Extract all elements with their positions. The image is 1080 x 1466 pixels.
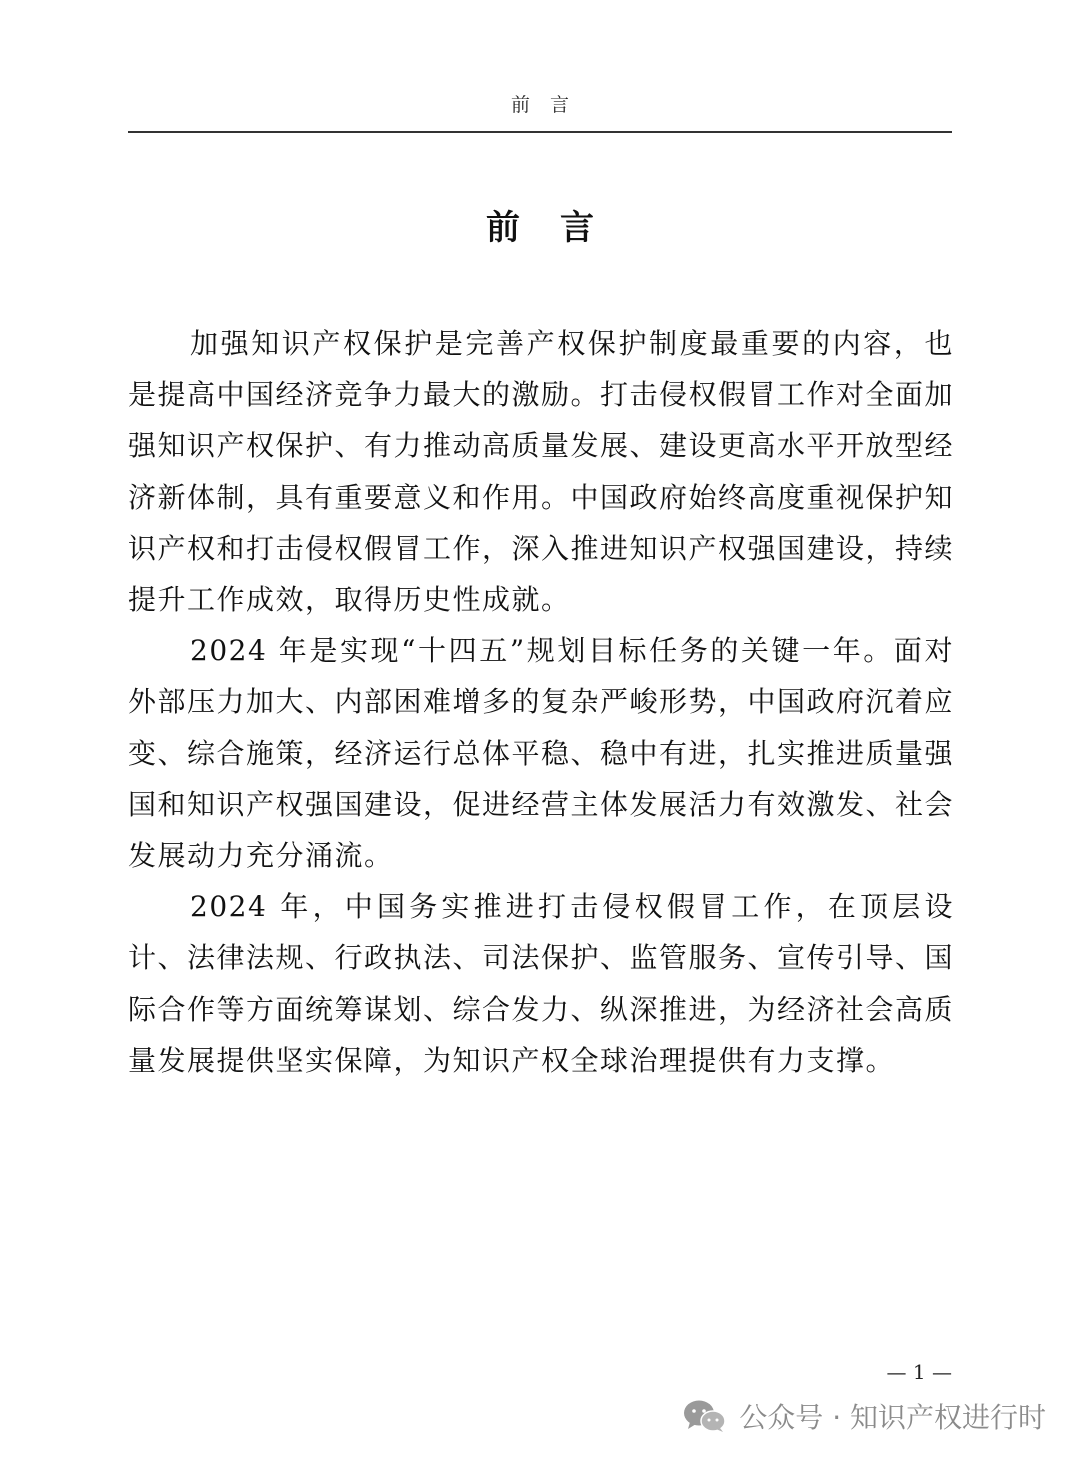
- wechat-icon: [683, 1399, 727, 1433]
- watermark: [683, 1396, 1046, 1436]
- document-title: 前言: [486, 208, 634, 248]
- running-header: 前言: [510, 94, 589, 116]
- document-body: [128, 318, 954, 1086]
- page-number: — 1 —: [886, 1360, 952, 1384]
- paragraph-2: 2024 年是实现“十四五”规划目标任务的关键一年。面对外部压力加大、内部困难增多的复杂严峻形势，中国政府沉着应变、综合施策，经济运行总体平稳、稳中有进，扎实推进质量强国和知识产权强国建设，促进经营主体发展活力有效激发、社会发展动力充分涌流。: [128, 634, 955, 873]
- watermark-text: 公众号 · 知识产权进行时: [739, 1401, 1046, 1434]
- paragraph-3: 2024 年，中国务实推进打击侵权假冒工作，在顶层设计、法律法规、行政执法、司法保护、监管服务、宣传引导、国际合作等方面统筹谋划、综合发力、纵深推进，为经济社会高质量发展提供坚实保障，为知识产权全球治理提供有力支撑。: [128, 890, 955, 1077]
- header-divider: [128, 131, 952, 133]
- paragraph-1: 加强知识产权保护是完善产权保护制度最重要的内容，也是提高中国经济竞争力最大的激励。打击侵权假冒工作对全面加强知识产权保护、有力推动高质量发展、建设更高水平开放型经济新体制，具有重要意义和作用。中国政府始终高度重视保护知识产权和打击侵权假冒工作，深入推进知识产权强国建设，持续提升工作成效，取得历史性成就。: [128, 327, 955, 617]
